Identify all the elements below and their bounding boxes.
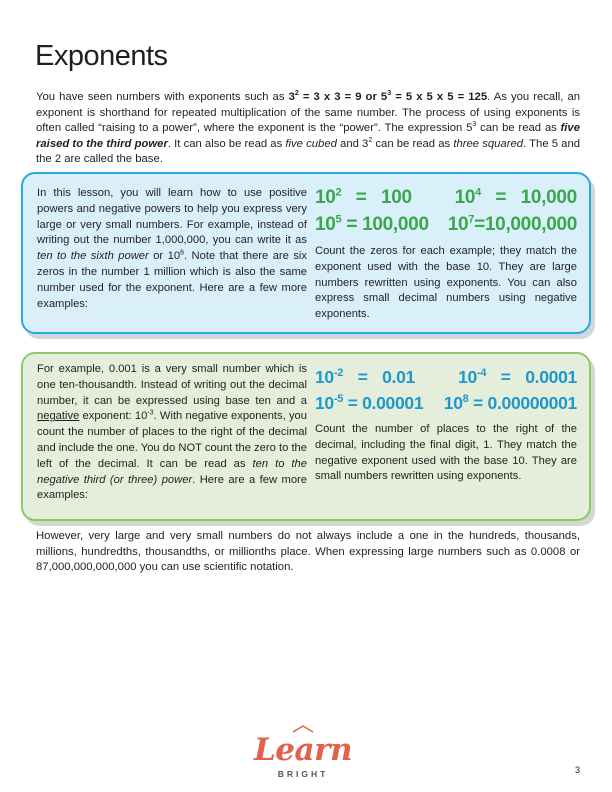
equation-value: 0.01 xyxy=(382,367,415,387)
negative-examples xyxy=(315,364,577,485)
positive-exponents-box xyxy=(21,172,591,334)
equation: $10^{-4}$ xyxy=(458,367,487,387)
equals-sign: = xyxy=(500,367,511,387)
equals-sign: = xyxy=(357,367,368,387)
intro-paragraph: You have seen numbers with exponents such as $3^2 = 3$ x 3 = 9 or $5^3 = 5$ x 5 x 5 = 125. As you recall, an exponent is shorthand for repeated multiplication of the same number. The process of using exponents is often called “raising to a power”, where the exponent is the “power”. The expression $5^3$ can be read as five raised to the third power. It can also be read as five cubed and $3^2$ can be read as three squared. The 5 and the 2 are called the base. xyxy=(36,90,581,166)
equation: $10^{-2}$ xyxy=(315,367,344,387)
negative-examples-note: Count the number of places to the right of the decimal, including the final digit, 1. They match the negative exponent used with the base 10. They are small numbers rewritten using exponents. xyxy=(315,423,577,483)
page-title: Exponents xyxy=(35,40,168,72)
equation-row xyxy=(315,184,577,211)
equals-sign: = xyxy=(355,187,367,208)
equation: $10^8 = 0.00000001$ xyxy=(443,393,577,413)
equation-value: 100 xyxy=(380,187,412,208)
page-number: 3 xyxy=(575,765,581,775)
negative-exponents-text: For example, 0.001 is a very small number which is one ten-thousandth. Instead of writing out the decimal number, it can be expressed using base ten and a negative exponent: $10^{-3}$. With negative exponents, you count the number of places to the right of the decimal and include the one. You do NOT count the zero to the left of the decimal. It can be read as ten to the negative third (or three) power. Here are a few more examples: xyxy=(37,363,307,502)
negative-exponents-box xyxy=(21,352,591,521)
logo-word: Learn xyxy=(254,732,352,768)
learn-bright-logo xyxy=(253,728,353,783)
equation-value: 10,000 xyxy=(520,187,577,208)
equation-row xyxy=(315,364,577,390)
equation: $10^4$ xyxy=(454,186,481,208)
outro-paragraph: However, very large and very small numbers do not always include a one in the hundreds, thousands, millions, hundredths, thousandths, or millionths place. When expressing large numbers such as 0.0008 or 87,000,000,000,000 you can use scientific notation. xyxy=(36,530,580,574)
equation-row xyxy=(315,390,577,416)
equation: $10^5 = 100,000$ xyxy=(315,213,429,235)
equals-sign: = xyxy=(495,187,507,208)
equation-value: 0.0001 xyxy=(525,367,577,387)
equation: $10^2$ xyxy=(315,186,342,208)
equation-row xyxy=(315,211,577,238)
positive-exponents-text: In this lesson, you will learn how to use positive powers and negative powers to help you express very large or very small numbers. For example, instead of writing out the number 1,000,000, you can write it as ten to the sixth power or $10^6$. Note that there are six zeros in the number 1 million which is also the same number used for the exponent. Here are a few more examples: xyxy=(37,187,307,310)
equation: $10^{-5} = 0.00001$ xyxy=(315,393,424,413)
positive-examples-note: Count the zeros for each example; they match the exponent used with the base 10. They are large numbers rewritten using exponents. You can also express small decimal numbers using negative exponents. xyxy=(315,245,577,321)
equation: $10^7=10,000,000$ xyxy=(447,213,577,235)
positive-examples xyxy=(315,184,577,323)
logo-subtitle: BRIGHT xyxy=(277,769,329,779)
